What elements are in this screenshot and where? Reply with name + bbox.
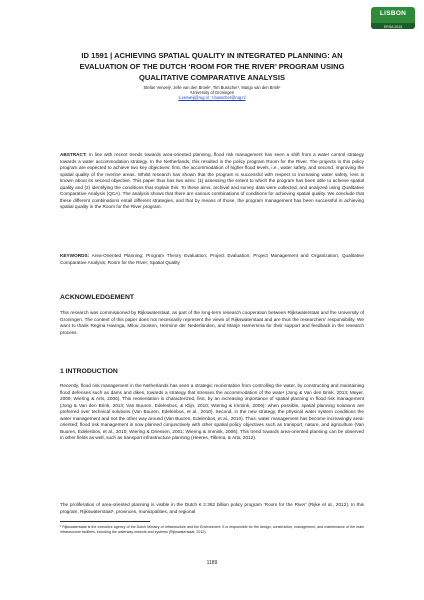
abstract	[60, 152, 364, 211]
keywords-text: Area-Oriented Planning; Program Theory Evaluation; Project Evaluation; Project Management and Organization; Qualitative Comparative Analysis; Room for the River; Spatial Quality	[60, 253, 364, 265]
abstract-text: In line with recent trends towards area-oriented planning, flood risk management has seen a shift from a water control strategy towards a water accommodation strategy. In the Netherlands, this resulted in the policy program Room for the River. The projects in this policy program are expected to achieve two key objectives: first, the accommodation of higher flood levels, i.e., water safety, and second, improving the spatial quality of the riverine areas. Whilst research has shown that the program is successful with respect to increasing water safety, less is known about its second objective. This paper thus has two aims: (1) assessing the extent to which the program has been able to achieve spatial quality and (2) identifying the conditions that explain this. To these aims, archival and survey data were collected, and analyzed using Qualitative Comparative Analysis (QCA). The analysis shows that there are various combinations of conditions for achieving spatial quality. We conclude that these different combinations entail different strategies, and that by means of those, the program management has been successful in achieving spatial quality in the Room for the River program.	[60, 152, 364, 210]
author-affiliation: ¹University of Groningen	[189, 90, 235, 95]
footnote-divider	[60, 521, 150, 522]
logo-name: LISBON	[379, 10, 407, 17]
acknowledgement-heading: ACKNOWLEDGEMENT	[60, 294, 135, 301]
footnote: ¹ Rijkswaterstaat is the executive agency of the Dutch Ministry of Infrastructure and the Environment. It is responsible for the design, construction, management, and maintenance of the main infrastructure facilities, including the waterway network and systems (Rijkswaterstaat, 2012).	[60, 525, 364, 534]
page-number: 1189	[206, 560, 218, 566]
keywords-label: KEYWORDS:	[60, 253, 90, 258]
author-email-link[interactable]: s.verweij@rug.nl ; t.busscher@rug.nl	[178, 95, 246, 100]
introduction-heading: 1 INTRODUCTION	[60, 368, 118, 375]
logo-subtitle: ERSA 2015	[383, 25, 403, 29]
author-names: Stefan Verweij¹, Jelle van den Broek¹, Tim Busscher¹, Margo van den Brink¹	[143, 85, 281, 90]
introduction-paragraph-2: The proliferation of area-oriented planning is visible in the Dutch € 2.362 billion policy program ‘Room for the River’ (Rijke et al., 2012). In this program, Rijkswaterstaat¹, provinces, municipalities, and regional	[60, 502, 364, 514]
paper-title: ID 1591 | ACHIEVING SPATIAL QUALITY IN INTEGRATED PLANNING: AN EVALUATION OF THE DUTCH ‘ROOM FOR THE RIVER’ PROGRAM USING QUALITATIVE COMPARATIVE ANALYSIS	[79, 51, 345, 83]
abstract-label: ABSTRACT:	[60, 152, 87, 157]
conference-logo	[371, 7, 415, 29]
acknowledgement-text: This research was commissioned by Rijkswaterstaat, as part of the long-term research cooperation between Rijkswaterstaat and the University of Groningen. The content of this paper does not necessarily represent the views of Rijkswaterstaat and are thus the researchers’ responsibility. We want to thank Regina Havinga, Milou Joosten, Hermine der Nederlanden, and Marije Hamersma for their support and feedback in the research process.	[60, 310, 364, 335]
keywords	[60, 253, 364, 266]
author-block	[60, 85, 364, 100]
introduction-paragraph-1: Recently, flood risk management in the Netherlands has seen a strategic reorientation from controlling the water, by constructing and maintaining flood defenses such as dams and dikes, towards a strategy that stresses the accommodation of the water (Jong & Van den Brink, 2013; Meyer, 2009; Wiering & Arts, 2006). This reorientation is characterized, first, by an increasing importance of spatial planning in flood risk management (Jong & Van den Brink, 2013; Van Buuren, Edelenbos, & Klijn, 2010; Wiering & Immink, 2006): when possible, spatial planning solutions are preferred over technical solutions (Van Buuren, Edelenbos, et al., 2010). Second, in the new strategy, the physical water system conditions the water management and not the other way around (Van Buuren, Edelenbos, et al., 2010). Thus, water management has become increasingly area-oriented; flood risk management is now planned conjunctively with other spatial policy objectives such as transport, nature, and agriculture (Van Buuren, Edelenbos, et al., 2010; Wiering & Driessen, 2001; Wiering & Immink, 2006). This trend towards area-oriented planning can be observed in other fields as well, such as transport infrastructure planning (Heeres, Tillema, & Arts, 2012).	[60, 383, 364, 441]
